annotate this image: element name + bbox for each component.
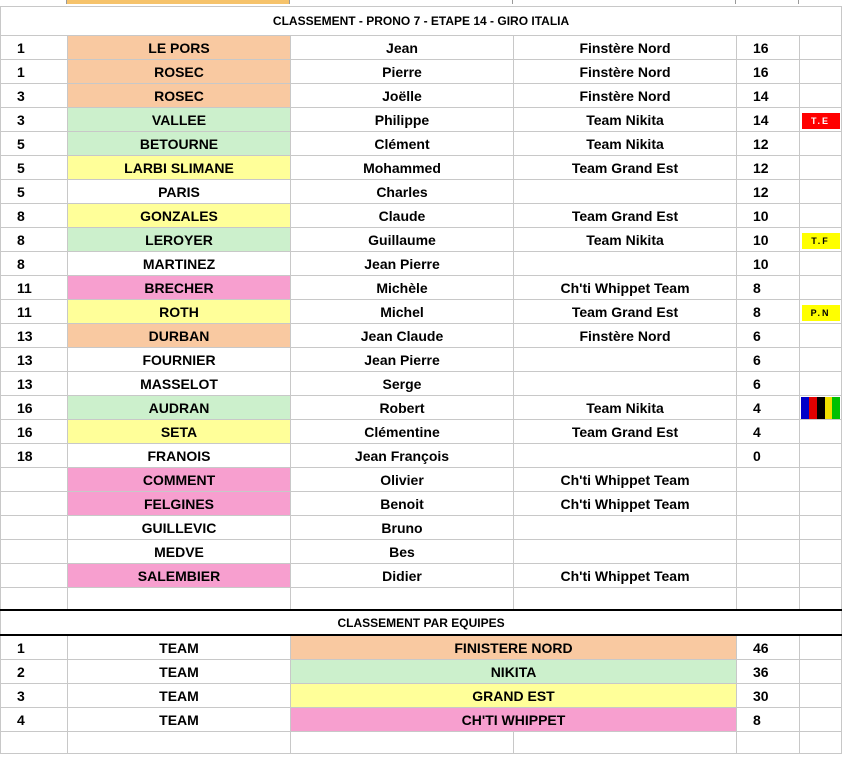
player-team-cell[interactable]: Team Nikita <box>514 228 737 252</box>
points-cell[interactable]: 8 <box>737 276 800 300</box>
player-firstname-cell[interactable]: Michel <box>291 300 514 324</box>
player-name-cell[interactable]: ROSEC <box>68 60 291 84</box>
bonus-cell[interactable] <box>800 180 842 204</box>
player-row <box>1 132 842 156</box>
rank-cell[interactable] <box>1 540 68 564</box>
player-team-cell[interactable] <box>514 444 737 468</box>
player-row <box>1 60 842 84</box>
player-firstname-cell[interactable]: Jean <box>291 36 514 60</box>
points-cell[interactable] <box>737 516 800 540</box>
rank-cell[interactable]: 13 <box>1 348 68 372</box>
player-name-cell[interactable]: GUILLEVIC <box>68 516 291 540</box>
player-name-cell[interactable]: GONZALES <box>68 204 291 228</box>
points-cell[interactable]: 16 <box>737 60 800 84</box>
player-name-cell[interactable]: SETA <box>68 420 291 444</box>
sheet-body <box>1 7 842 754</box>
rank-cell[interactable]: 16 <box>1 420 68 444</box>
player-firstname-cell[interactable]: Bes <box>291 540 514 564</box>
points-cell[interactable]: 12 <box>737 180 800 204</box>
team-rank-cell[interactable]: 4 <box>1 708 68 732</box>
bonus-badge: T.F <box>802 233 840 249</box>
flag-stripe <box>801 397 809 419</box>
player-team-cell[interactable]: Team Grand Est <box>514 420 737 444</box>
player-firstname-cell[interactable]: Joëlle <box>291 84 514 108</box>
player-team-cell[interactable]: Team Nikita <box>514 132 737 156</box>
player-firstname-cell[interactable]: Jean Pierre <box>291 252 514 276</box>
team-bonus-cell[interactable] <box>800 660 842 684</box>
team-bonus-cell[interactable] <box>800 708 842 732</box>
player-team-cell[interactable]: Finstère Nord <box>514 84 737 108</box>
team-row <box>1 708 842 732</box>
player-team-cell[interactable]: Team Nikita <box>514 108 737 132</box>
bonus-cell[interactable] <box>800 516 842 540</box>
points-cell[interactable]: 6 <box>737 372 800 396</box>
player-team-cell[interactable]: Team Grand Est <box>514 204 737 228</box>
points-cell[interactable] <box>737 564 800 588</box>
player-firstname-cell[interactable]: Pierre <box>291 60 514 84</box>
player-team-cell[interactable]: Team Nikita <box>514 396 737 420</box>
rank-cell[interactable]: 8 <box>1 252 68 276</box>
player-firstname-cell[interactable]: Mohammed <box>291 156 514 180</box>
player-row <box>1 444 842 468</box>
team-label-cell[interactable]: TEAM <box>68 635 291 660</box>
team-rank-cell[interactable]: 1 <box>1 635 68 660</box>
rank-cell[interactable]: 5 <box>1 132 68 156</box>
points-cell[interactable]: 16 <box>737 36 800 60</box>
player-name-cell[interactable]: DURBAN <box>68 324 291 348</box>
bonus-badge: T.E <box>802 113 840 129</box>
rank-cell[interactable]: 8 <box>1 228 68 252</box>
multicolor-flag-icon <box>801 397 840 419</box>
teams-title-row <box>1 610 842 635</box>
bonus-cell[interactable] <box>800 300 842 324</box>
column-header-f[interactable] <box>799 0 844 4</box>
bonus-cell[interactable] <box>800 396 842 420</box>
points-cell[interactable]: 12 <box>737 132 800 156</box>
flag-stripe <box>825 397 832 419</box>
team-rank-cell[interactable]: 2 <box>1 660 68 684</box>
player-row <box>1 36 842 60</box>
flag-stripe <box>817 397 825 419</box>
bonus-cell[interactable] <box>800 372 842 396</box>
points-cell[interactable]: 12 <box>737 156 800 180</box>
rank-cell[interactable]: 5 <box>1 156 68 180</box>
player-row <box>1 348 842 372</box>
player-name-cell[interactable]: LARBI SLIMANE <box>68 156 291 180</box>
player-name-cell[interactable]: FRANOIS <box>68 444 291 468</box>
player-team-cell[interactable]: Team Grand Est <box>514 156 737 180</box>
points-cell[interactable] <box>737 540 800 564</box>
player-row <box>1 276 842 300</box>
player-team-cell[interactable]: Ch'ti Whippet Team <box>514 468 737 492</box>
empty-cell[interactable] <box>68 588 291 611</box>
team-name-cell[interactable]: FINISTERE NORD <box>291 635 737 660</box>
team-row <box>1 684 842 708</box>
rank-cell[interactable]: 1 <box>1 36 68 60</box>
player-row <box>1 420 842 444</box>
points-cell[interactable]: 10 <box>737 252 800 276</box>
player-firstname-cell[interactable]: Michèle <box>291 276 514 300</box>
rank-cell[interactable] <box>1 468 68 492</box>
player-firstname-cell[interactable]: Serge <box>291 372 514 396</box>
empty-row <box>1 732 842 754</box>
player-name-cell[interactable]: FELGINES <box>68 492 291 516</box>
empty-cell[interactable] <box>291 732 514 754</box>
player-team-cell[interactable]: Ch'ti Whippet Team <box>514 492 737 516</box>
empty-cell[interactable] <box>737 588 800 611</box>
player-firstname-cell[interactable]: Jean Claude <box>291 324 514 348</box>
rank-cell[interactable]: 11 <box>1 276 68 300</box>
rank-cell[interactable]: 16 <box>1 396 68 420</box>
team-points-cell[interactable]: 8 <box>737 708 800 732</box>
ranking-sheet <box>0 6 842 754</box>
points-cell[interactable]: 10 <box>737 204 800 228</box>
player-team-cell[interactable]: Team Grand Est <box>514 300 737 324</box>
player-row <box>1 372 842 396</box>
points-cell[interactable] <box>737 468 800 492</box>
rank-cell[interactable] <box>1 516 68 540</box>
team-points-cell[interactable]: 46 <box>737 635 800 660</box>
empty-cell[interactable] <box>1 732 68 754</box>
player-name-cell[interactable]: ROSEC <box>68 84 291 108</box>
player-firstname-cell[interactable]: Olivier <box>291 468 514 492</box>
empty-cell[interactable] <box>514 732 737 754</box>
rank-cell[interactable] <box>1 492 68 516</box>
player-name-cell[interactable]: MEDVE <box>68 540 291 564</box>
points-cell[interactable]: 4 <box>737 420 800 444</box>
bonus-cell[interactable] <box>800 36 842 60</box>
player-firstname-cell[interactable]: Clément <box>291 132 514 156</box>
empty-cell[interactable] <box>800 588 842 611</box>
sheet-title-row <box>1 7 842 36</box>
empty-cell[interactable] <box>514 588 737 611</box>
player-name-cell[interactable]: COMMENT <box>68 468 291 492</box>
team-row <box>1 635 842 660</box>
player-name-cell[interactable]: LE PORS <box>68 36 291 60</box>
rank-cell[interactable]: 13 <box>1 324 68 348</box>
column-header-d[interactable] <box>513 0 736 4</box>
column-header-e[interactable] <box>736 0 799 4</box>
points-cell[interactable]: 6 <box>737 348 800 372</box>
empty-row <box>1 588 842 611</box>
player-firstname-cell[interactable]: Guillaume <box>291 228 514 252</box>
points-cell[interactable]: 6 <box>737 324 800 348</box>
flag-stripe <box>809 397 817 419</box>
points-cell[interactable]: 0 <box>737 444 800 468</box>
bonus-cell[interactable] <box>800 324 842 348</box>
player-team-cell[interactable] <box>514 372 737 396</box>
player-team-cell[interactable] <box>514 252 737 276</box>
player-row <box>1 84 842 108</box>
points-cell[interactable]: 14 <box>737 108 800 132</box>
player-name-cell[interactable]: AUDRAN <box>68 396 291 420</box>
player-firstname-cell[interactable]: Claude <box>291 204 514 228</box>
points-cell[interactable]: 14 <box>737 84 800 108</box>
player-team-cell[interactable]: Finstère Nord <box>514 36 737 60</box>
player-name-cell[interactable]: VALLEE <box>68 108 291 132</box>
bonus-cell[interactable] <box>800 84 842 108</box>
player-name-cell[interactable]: MASSELOT <box>68 372 291 396</box>
player-team-cell[interactable] <box>514 540 737 564</box>
team-row <box>1 660 842 684</box>
player-name-cell[interactable]: ROTH <box>68 300 291 324</box>
team-label-cell[interactable]: TEAM <box>68 660 291 684</box>
empty-cell[interactable] <box>68 732 291 754</box>
bonus-cell[interactable] <box>800 468 842 492</box>
rank-cell[interactable] <box>1 564 68 588</box>
teams-title[interactable]: CLASSEMENT PAR EQUIPES <box>1 610 842 635</box>
player-row <box>1 180 842 204</box>
player-team-cell[interactable] <box>514 180 737 204</box>
player-firstname-cell[interactable]: Robert <box>291 396 514 420</box>
bonus-badge: P.N <box>802 305 840 321</box>
player-team-cell[interactable]: Finstère Nord <box>514 60 737 84</box>
team-points-cell[interactable]: 30 <box>737 684 800 708</box>
player-row <box>1 324 842 348</box>
team-label-cell[interactable]: TEAM <box>68 684 291 708</box>
bonus-cell[interactable] <box>800 276 842 300</box>
player-team-cell[interactable]: Ch'ti Whippet Team <box>514 276 737 300</box>
team-label-cell[interactable]: TEAM <box>68 708 291 732</box>
empty-cell[interactable] <box>1 588 68 611</box>
player-firstname-cell[interactable]: Jean François <box>291 444 514 468</box>
points-cell[interactable] <box>737 492 800 516</box>
player-row <box>1 228 842 252</box>
column-header-a[interactable] <box>0 0 67 4</box>
team-rank-cell[interactable]: 3 <box>1 684 68 708</box>
player-name-cell[interactable]: BETOURNE <box>68 132 291 156</box>
player-row <box>1 468 842 492</box>
player-row <box>1 564 842 588</box>
player-row <box>1 396 842 420</box>
player-team-cell[interactable] <box>514 348 737 372</box>
sheet-title[interactable]: CLASSEMENT - PRONO 7 - ETAPE 14 - GIRO ITALIA <box>1 7 842 36</box>
player-firstname-cell[interactable]: Clémentine <box>291 420 514 444</box>
player-row <box>1 108 842 132</box>
bonus-cell[interactable] <box>800 444 842 468</box>
player-name-cell[interactable]: BRECHER <box>68 276 291 300</box>
player-name-cell[interactable]: MARTINEZ <box>68 252 291 276</box>
bonus-cell[interactable] <box>800 60 842 84</box>
bonus-cell[interactable] <box>800 540 842 564</box>
rank-cell[interactable]: 3 <box>1 84 68 108</box>
player-firstname-cell[interactable]: Charles <box>291 180 514 204</box>
bonus-cell[interactable] <box>800 156 842 180</box>
points-cell[interactable]: 4 <box>737 396 800 420</box>
bonus-cell[interactable] <box>800 132 842 156</box>
column-header-b[interactable] <box>67 0 290 4</box>
team-bonus-cell[interactable] <box>800 635 842 660</box>
player-firstname-cell[interactable]: Jean Pierre <box>291 348 514 372</box>
player-row <box>1 492 842 516</box>
rank-cell[interactable]: 11 <box>1 300 68 324</box>
bonus-cell[interactable] <box>800 348 842 372</box>
empty-cell[interactable] <box>800 732 842 754</box>
player-firstname-cell[interactable]: Benoit <box>291 492 514 516</box>
player-firstname-cell[interactable]: Didier <box>291 564 514 588</box>
bonus-cell[interactable] <box>800 252 842 276</box>
player-firstname-cell[interactable]: Philippe <box>291 108 514 132</box>
player-firstname-cell[interactable]: Bruno <box>291 516 514 540</box>
points-cell[interactable]: 10 <box>737 228 800 252</box>
team-name-cell[interactable]: NIKITA <box>291 660 737 684</box>
player-row <box>1 252 842 276</box>
player-row <box>1 156 842 180</box>
player-row <box>1 300 842 324</box>
team-name-cell[interactable]: CH'TI WHIPPET <box>291 708 737 732</box>
empty-cell[interactable] <box>737 732 800 754</box>
rank-cell[interactable]: 18 <box>1 444 68 468</box>
player-team-cell[interactable] <box>514 516 737 540</box>
player-name-cell[interactable]: PARIS <box>68 180 291 204</box>
player-name-cell[interactable]: SALEMBIER <box>68 564 291 588</box>
bonus-cell[interactable] <box>800 108 842 132</box>
player-name-cell[interactable]: LEROYER <box>68 228 291 252</box>
bonus-cell[interactable] <box>800 492 842 516</box>
team-bonus-cell[interactable] <box>800 684 842 708</box>
empty-cell[interactable] <box>291 588 514 611</box>
rank-cell[interactable]: 5 <box>1 180 68 204</box>
bonus-cell[interactable] <box>800 228 842 252</box>
rank-cell[interactable]: 3 <box>1 108 68 132</box>
rank-cell[interactable]: 1 <box>1 60 68 84</box>
player-name-cell[interactable]: FOURNIER <box>68 348 291 372</box>
flag-stripe <box>832 397 840 419</box>
rank-cell[interactable]: 13 <box>1 372 68 396</box>
bonus-cell[interactable] <box>800 420 842 444</box>
player-row <box>1 516 842 540</box>
team-points-cell[interactable]: 36 <box>737 660 800 684</box>
player-team-cell[interactable]: Finstère Nord <box>514 324 737 348</box>
team-name-cell[interactable]: GRAND EST <box>291 684 737 708</box>
points-cell[interactable]: 8 <box>737 300 800 324</box>
player-team-cell[interactable]: Ch'ti Whippet Team <box>514 564 737 588</box>
bonus-cell[interactable] <box>800 564 842 588</box>
rank-cell[interactable]: 8 <box>1 204 68 228</box>
player-row <box>1 204 842 228</box>
player-row <box>1 540 842 564</box>
column-header-c[interactable] <box>290 0 513 4</box>
bonus-cell[interactable] <box>800 204 842 228</box>
